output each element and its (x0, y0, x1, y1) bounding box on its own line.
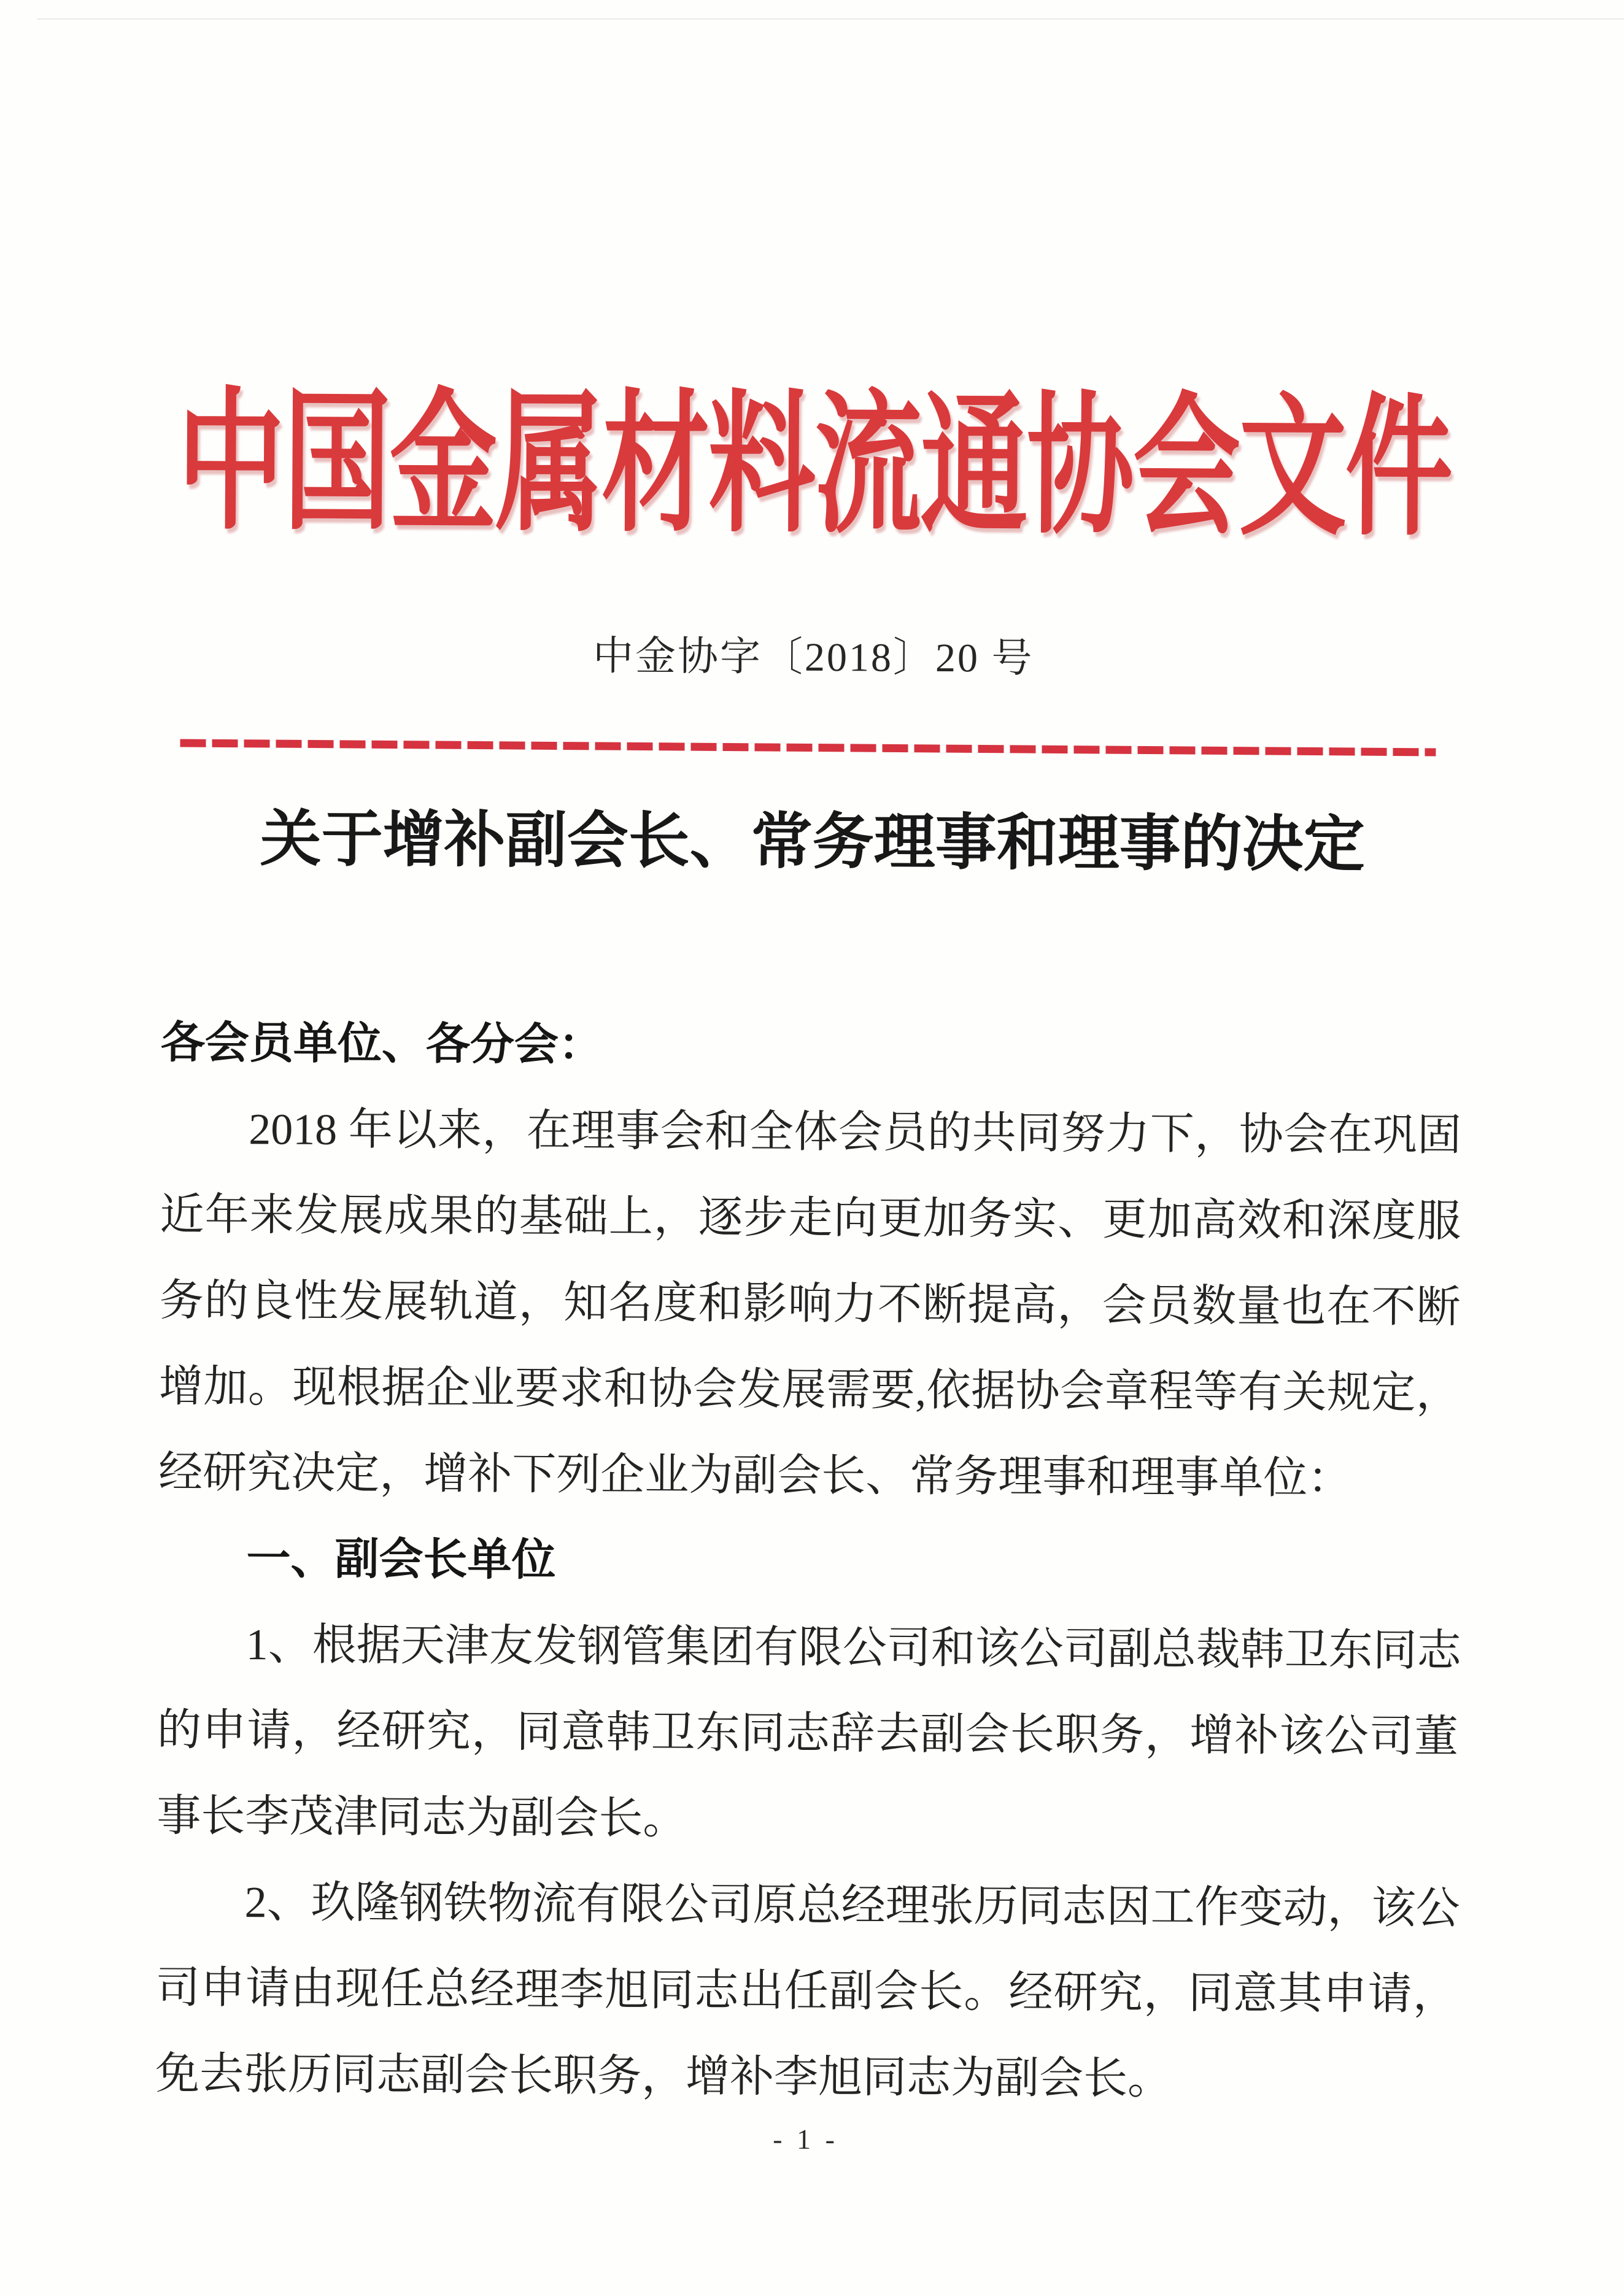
salutation-line: 各会员单位、各分会： (160, 1018, 603, 1070)
document-body (155, 1000, 1463, 2123)
body-line: 免去张历同志副会长职务，增补李旭同志为副会长。 (155, 2049, 1172, 2104)
body-line: 1、根据天津友发钢管集团有限公司和该公司副总裁韩卫东同志 (246, 1620, 1461, 1676)
body-line: 司申请由现任总经理李旭同志出任副会长。经研究，同意其申请， (155, 1963, 1458, 2019)
organization-title: 中国金属材料流通协会文件 (177, 378, 1452, 554)
document-subject-title: 关于增补副会长、常务理事和理事的决定 (260, 805, 1365, 879)
body-line: 的申请，经研究，同意韩卫东同志辞去副会长职务，增补该公司董 (157, 1705, 1459, 1762)
document-number: 中金协字〔2018〕20 号 (592, 634, 1034, 681)
body-line: 经研究决定，增补下列企业为副会长、常务理事和理事单位： (158, 1447, 1352, 1503)
body-line: 事长李茂津同志为副会长。 (157, 1791, 687, 1843)
body-line: 2018 年以来，在理事会和全体会员的共同努力下，协会在巩固 (248, 1104, 1462, 1160)
body-line: 增加。现根据企业要求和协会发展需要,依据协会章程等有关规定， (158, 1362, 1461, 1418)
red-divider-rule (180, 739, 1436, 756)
section-heading: 一、副会长单位 (246, 1534, 556, 1585)
body-line: 2、玖隆钢铁物流有限公司原总经理张历同志因工作变动，该公 (244, 1878, 1460, 1933)
page-number: - 1 - (773, 2123, 839, 2155)
body-line: 务的良性发展轨道，知名度和影响力不断提高，会员数量也在不断 (159, 1276, 1461, 1332)
body-line: 近年来发展成果的基础上，逐步走向更加务实、更加高效和深度服 (160, 1190, 1461, 1246)
